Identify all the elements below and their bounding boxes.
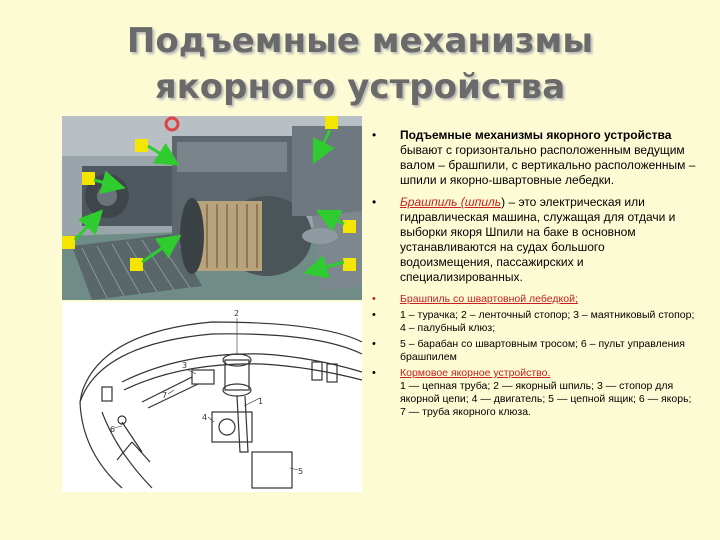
bullet-6 (370, 367, 700, 419)
bullet-6-rest: 1 — цепная труба; 2 — якорный шпиль; 3 — стопор для якорной цепи; 4 — двигатель; 5 — цепной ящик; 6 — якорь; 7 — труба якорного клюза. (400, 380, 692, 418)
drawing-label-6: 6 (110, 425, 116, 434)
drawing-label-5: 5 (298, 467, 304, 476)
title-line-1: Подъемные механизмы (126, 21, 594, 61)
drawing-label-3: 3 (182, 361, 188, 370)
bullet-2-term: Брашпиль (шпиль (400, 195, 502, 209)
bullet-5: • 5 – барабан со швартовным тросом; 6 – пульт управления брашпилем (370, 338, 700, 364)
bullet-2-rest: ) – это электрическая или гидравлическая машина, служащая для отдачи и выборки якоря Шпили на баке в основном устанавливаются на судах большого водоизмещения, пассажирских и специализированных. (400, 195, 676, 284)
text-content (370, 128, 700, 419)
bullet-3: • Брашпиль со швартовной лебедкой; (370, 293, 700, 306)
bullet-2 (370, 195, 700, 285)
bullet-4: • 1 – турачка; 2 – ленточный стопор; 3 – маятниковый стопор; 4 – палубный клюз; (370, 309, 700, 335)
drawing-label-1: 1 (258, 397, 264, 406)
windlass-photo (62, 116, 362, 300)
bullet-1-strong: Подъемные механизмы якорного устройства (400, 128, 672, 142)
drawing-label-7: 7 (162, 391, 168, 400)
stern-anchor-drawing (62, 302, 362, 492)
bullet-1-rest: бывают с горизонтально расположенным ведущим валом – брашпили, с вертикально расположенным – шпили и якорно-швартовные лебедки. (400, 143, 696, 187)
drawing-label-4: 4 (202, 413, 208, 422)
bullet-6-head: Кормовое якорное устройство. (400, 367, 551, 379)
drawing-label-2: 2 (234, 309, 240, 318)
title-line-2: якорного устройства (154, 67, 566, 107)
slide-title (0, 18, 720, 110)
bullet-1 (370, 128, 700, 188)
